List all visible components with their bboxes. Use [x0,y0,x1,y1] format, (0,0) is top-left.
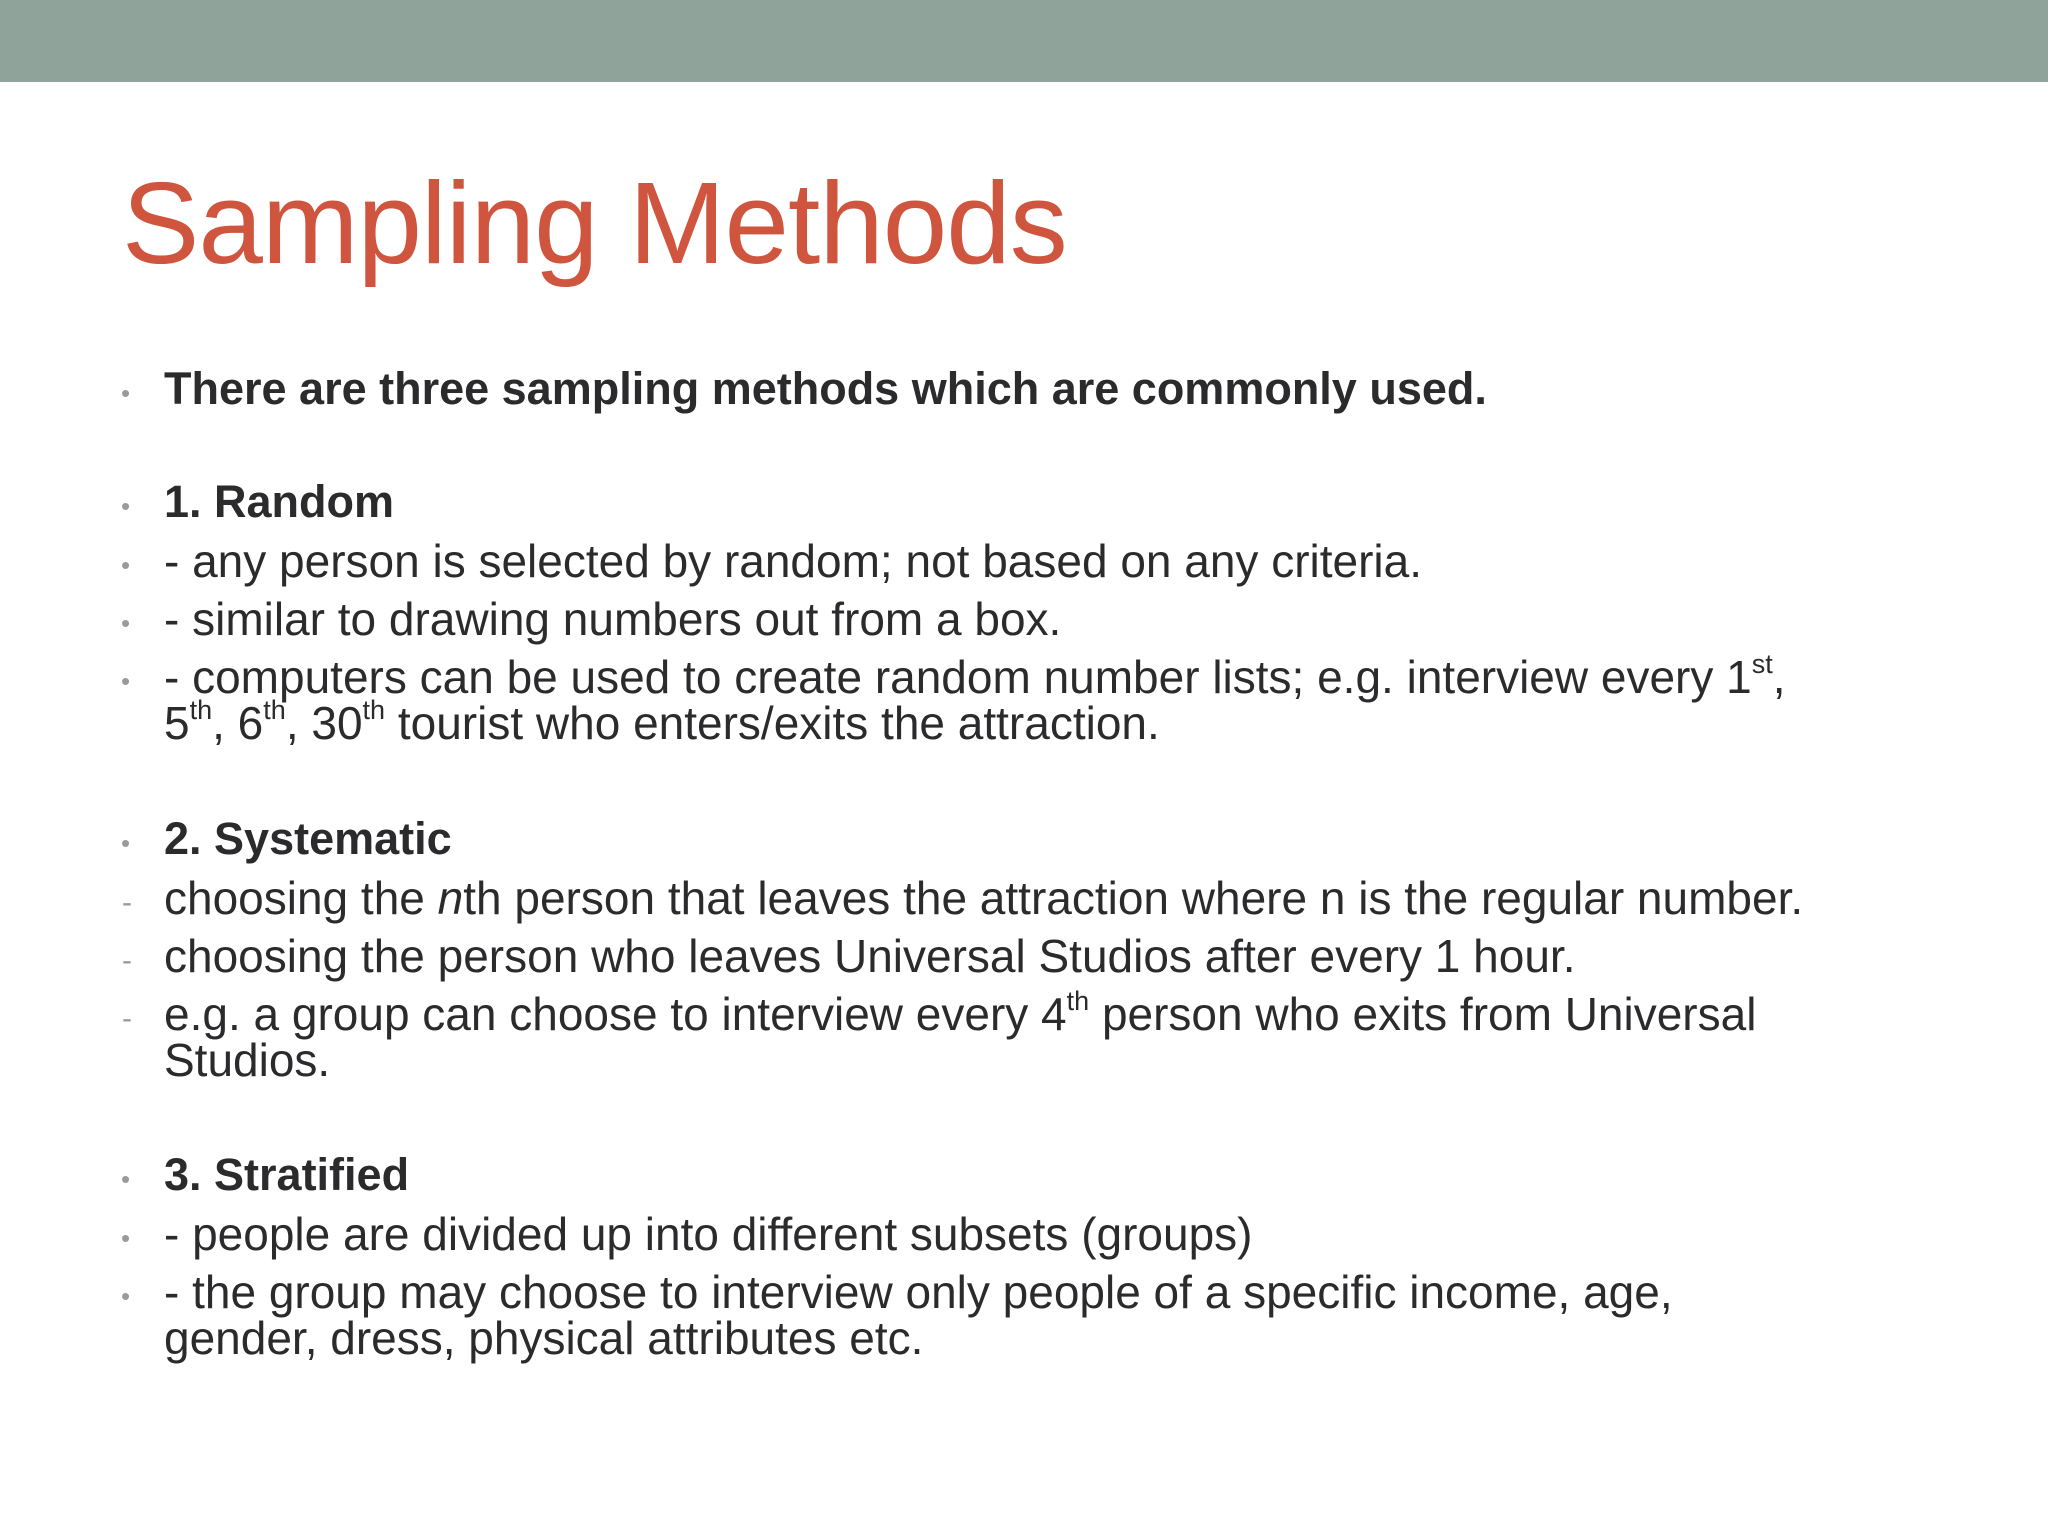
stratified-heading: 3. Stratified [164,1149,410,1200]
systematic-line-3 [164,986,1954,1040]
random-line-2: - similar to drawing numbers out from a box. [164,593,1062,645]
systematic-line-3-part-a: e.g. a group can choose to interview every 4 [164,988,1067,1040]
ordinal-6: , 6 [212,697,264,749]
stratified-line-1: - people are divided up into different subsets (groups) [164,1208,1253,1260]
bullet-icon: • [121,828,131,858]
dash-marker: - [122,1002,132,1035]
random-line-3-comma: , [1772,651,1786,703]
random-line-3-part-a: - computers can be used to create random number lists; e.g. interview every 1 [164,651,1752,703]
slide-title: Sampling Methods [122,158,1067,288]
systematic-line-1 [164,872,1954,924]
systematic-line-1-part-b: th person that leaves the attraction where n is the regular number. [463,872,1804,924]
bullet-icon: • [121,1281,131,1311]
systematic-line-1-part-a: choosing the [164,872,438,924]
dash-marker: - [122,944,132,977]
random-line-3 [164,649,1954,703]
ordinal-30: , 30 [285,697,363,749]
systematic-line-3-continuation: Studios. [164,1034,331,1086]
superscript-th: th [1066,986,1090,1016]
bullet-icon: • [121,608,131,638]
systematic-heading: 2. Systematic [164,813,452,864]
stratified-line-2: - the group may choose to interview only people of a specific income, age, [164,1266,1673,1318]
bullet-icon: • [121,378,131,408]
systematic-line-2: choosing the person who leaves Universal Studios after every 1 hour. [164,930,1576,982]
stratified-line-2-continuation: gender, dress, physical attributes etc. [164,1312,924,1364]
intro-text: There are three sampling methods which are commonly used. [164,363,1487,414]
bullet-icon: • [121,1164,131,1194]
bullet-icon: • [121,550,131,580]
random-line-1: - any person is selected by random; not based on any criteria. [164,535,1423,587]
superscript-th: th [263,695,286,725]
random-heading: 1. Random [164,476,395,527]
bullet-icon: • [121,491,131,521]
italic-n: n [437,872,464,924]
superscript-th: th [189,695,213,725]
random-line-3-continuation [164,695,1160,749]
bullet-icon: • [121,1223,131,1253]
bullet-icon: • [121,666,131,696]
ordinal-5: 5 [164,697,190,749]
dash-marker: - [122,886,132,919]
random-line-3-tail: tourist who enters/exits the attraction. [385,697,1160,749]
systematic-line-3-part-b: person who exits from Universal [1089,988,1757,1040]
superscript-th: th [362,695,386,725]
superscript-st: st [1751,649,1773,679]
